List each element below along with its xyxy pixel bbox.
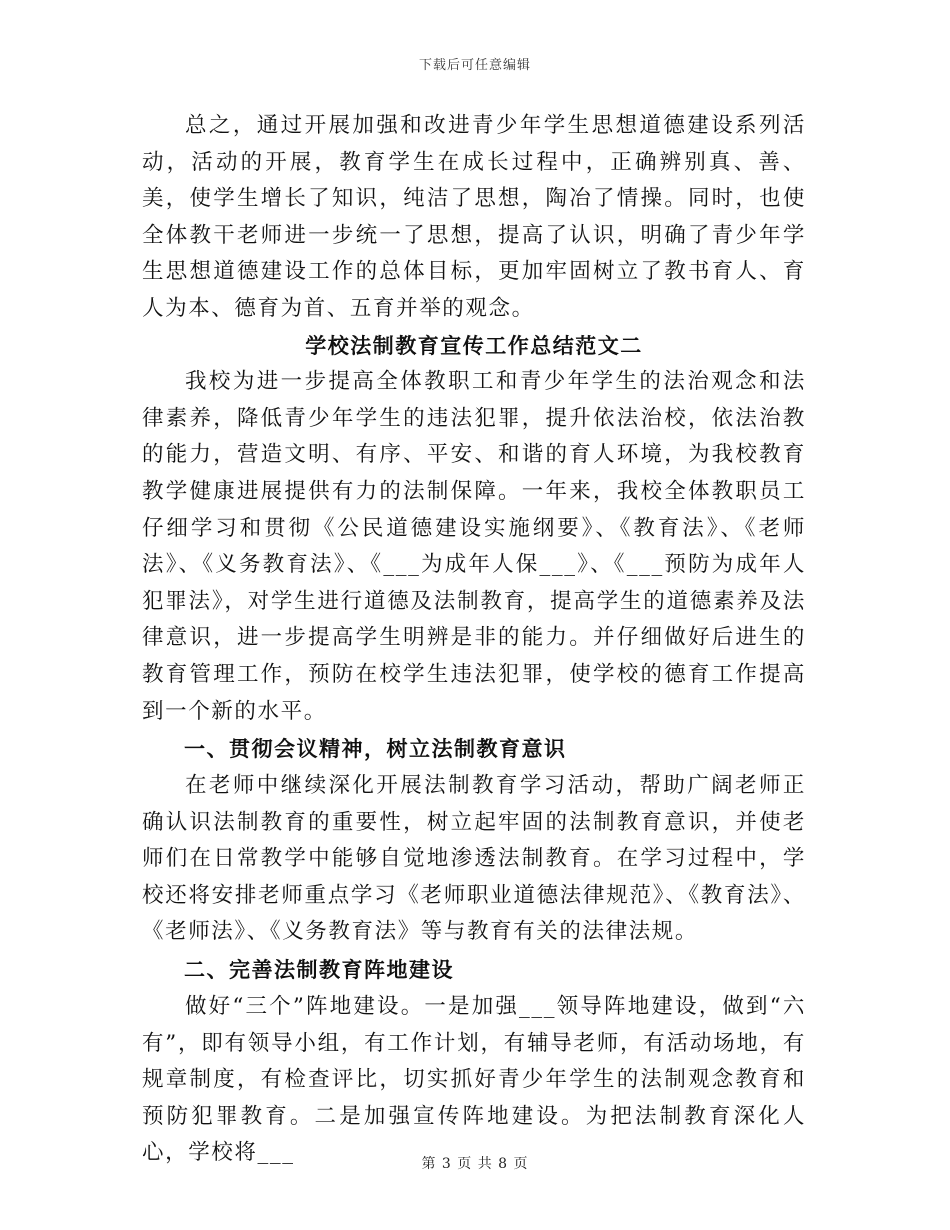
section-heading-1: 一、贯彻会议精神，树立法制教育意识 xyxy=(184,736,567,762)
paragraph-overview: 我校为进一步提高全体教职工和青少年学生的法治观念和法律素养，降低青少年学生的违法犯罪，提升依法治校，依法治教的能力，营造文明、有序、平安、和谐的育人环境，为我校教育教学健康进展提供有力的法制保障。一年来，我校全体教职员工仔细学习和贯彻《公民道德建设实施纲要》、《教育法》、《老师法》、《义务教育法》、《___为成年人保___》、《___预防为成年人犯罪法》，对学生进行道德及法制教育，提高学生的道德素养及法律意识，进一步提高学生明辨是非的能力。并仔细做好后进生的教育管理工作，预防在校学生违法犯罪，使学校的德育工作提高到一个新的水平。 xyxy=(142,369,806,724)
section-heading-2: 二、完善法制教育阵地建设 xyxy=(184,957,454,983)
document-title: 学校法制教育宣传工作总结范文二 xyxy=(305,332,643,358)
paragraph-section-1: 在老师中继续深化开展法制教育学习活动，帮助广阔老师正确认识法制教育的重要性，树立起牢固的法制教育意识，并使老师们在日常教学中能够自觉地渗透法制教育。在学习过程中，学校还将安排老师重点学习《老师职业道德法律规范》、《教育法》、《老师法》、《义务教育法》等与教育有关的法律法规。 xyxy=(142,773,806,945)
document-body xyxy=(142,108,806,1172)
page-header: 下载后可任意编辑 xyxy=(418,58,531,73)
paragraph-section-2: 做好“三个”阵地建设。一是加强___领导阵地建设，做到“六有”，即有领导小组，有工作计划，有辅导老师，有活动场地，有规章制度，有检查评比，切实抓好青少年学生的法制观念教育和预防犯罪教育。二是加强宣传阵地建设。为把法制教育深化人心，学校将___ xyxy=(142,994,806,1166)
paragraph-intro: 总之，通过开展加强和改进青少年学生思想道德建设系列活动，活动的开展，教育学生在成长过程中，正确辨别真、善、美，使学生增长了知识，纯洁了思想，陶冶了情操。同时，也使全体教干老师进一步统一了思想，提高了认识，明确了青少年学生思想道德建设工作的总体目标，更加牢固树立了教书育人、育人为本、德育为首、五育并举的观念。 xyxy=(142,113,806,321)
page-footer: 第 3 页 共 8 页 xyxy=(421,1156,529,1172)
